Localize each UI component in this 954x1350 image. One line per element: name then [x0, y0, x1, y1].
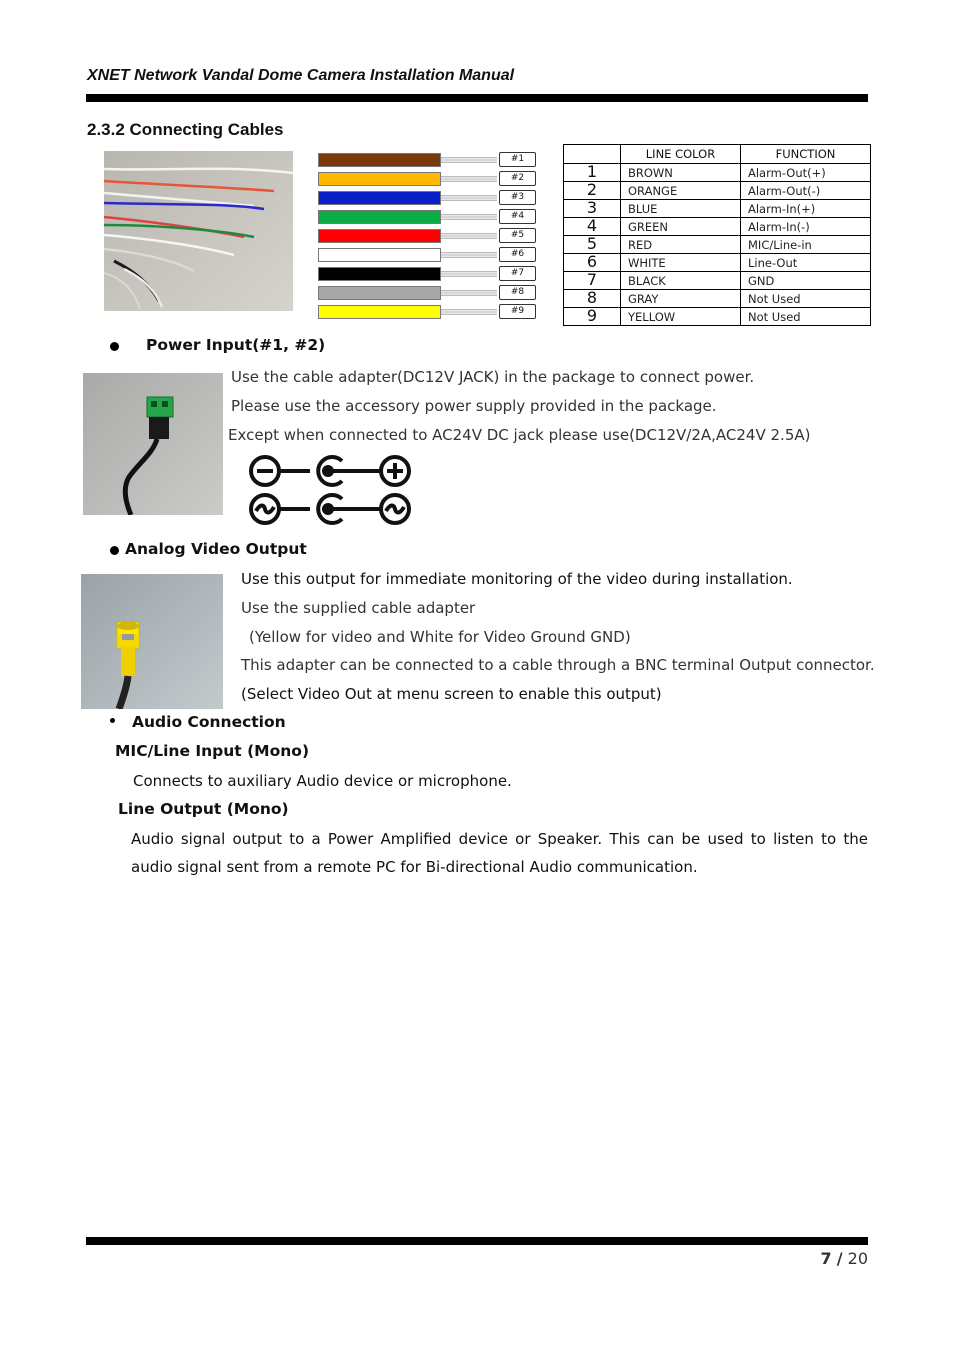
- wire-color-bar: [318, 286, 441, 300]
- table-header-cell: FUNCTION: [741, 145, 871, 164]
- wire-lead: [441, 271, 497, 277]
- wire-color-bar: [318, 191, 441, 205]
- page-separator: /: [836, 1249, 843, 1268]
- page-number: [820, 1249, 868, 1268]
- line-color: BLUE: [621, 200, 741, 218]
- video-text-5: (Select Video Out at menu screen to enable this output): [241, 685, 662, 703]
- wire-color-bar: [318, 305, 441, 319]
- wire-swatch-2: [318, 171, 538, 187]
- wire-color-bar: [318, 172, 441, 186]
- wire-function: Alarm-In(-): [741, 218, 871, 236]
- wire-color-bar: [318, 229, 441, 243]
- wire-number: 5: [564, 236, 621, 254]
- wire-swatch-9: [318, 304, 538, 320]
- power-text-2: Please use the accessory power supply provided in the package.: [231, 397, 717, 415]
- header-rule: [86, 94, 868, 102]
- wire-number: 9: [564, 308, 621, 326]
- wire-tag: #9: [499, 304, 536, 319]
- line-color: ORANGE: [621, 182, 741, 200]
- wire-lead: [441, 252, 497, 258]
- wire-function: Not Used: [741, 290, 871, 308]
- footer-rule: [86, 1237, 868, 1245]
- wire-tag: #7: [499, 266, 536, 281]
- wire-tag: #2: [499, 171, 536, 186]
- power-input-heading: Power Input(#1, #2): [146, 336, 326, 354]
- table-row: [564, 164, 871, 182]
- wire-tag: #3: [499, 190, 536, 205]
- line-color: GRAY: [621, 290, 741, 308]
- wire-tag: #1: [499, 152, 536, 167]
- wire-function: Line-Out: [741, 254, 871, 272]
- table-header-cell: LINE COLOR: [621, 145, 741, 164]
- page-current: 7: [820, 1249, 832, 1268]
- video-adapter-photo: [81, 574, 223, 709]
- wire-color-bar: [318, 210, 441, 224]
- wire-lead: [441, 290, 497, 296]
- line-color: GREEN: [621, 218, 741, 236]
- power-adapter-photo: [83, 373, 223, 515]
- line-output-heading: Line Output (Mono): [118, 800, 289, 818]
- wire-color-bar: [318, 248, 441, 262]
- video-text-4: This adapter can be connected to a cable through a BNC terminal Output connector.: [241, 656, 875, 674]
- wire-function: GND: [741, 272, 871, 290]
- wire-tag: #6: [499, 247, 536, 262]
- wire-swatch-8: [318, 285, 538, 301]
- wire-swatch-5: [318, 228, 538, 244]
- wire-lead: [441, 195, 497, 201]
- table-header-row: [564, 145, 871, 164]
- line-output-text: Audio signal output to a Power Amplified device or Speaker. This can be used to listen to the audio signal sent from a remote PC for Bi-directional Audio communication.: [131, 830, 868, 876]
- wire-number: 3: [564, 200, 621, 218]
- cable-bundle-photo: [104, 151, 293, 311]
- wire-function: MIC/Line-in: [741, 236, 871, 254]
- wire-color-bar: [318, 267, 441, 281]
- line-color: WHITE: [621, 254, 741, 272]
- wire-tag: #5: [499, 228, 536, 243]
- mic-input-heading: MIC/Line Input (Mono): [115, 742, 310, 760]
- bullet-icon: [110, 546, 119, 555]
- wire-swatch-1: [318, 152, 538, 168]
- wire-function: Alarm-Out(+): [741, 164, 871, 182]
- table-row: [564, 308, 871, 326]
- video-text-3: (Yellow for video and White for Video Ground GND): [249, 628, 631, 646]
- line-color: RED: [621, 236, 741, 254]
- audio-heading: Audio Connection: [132, 713, 286, 731]
- page-total: 20: [847, 1249, 868, 1268]
- wire-function: Not Used: [741, 308, 871, 326]
- bullet-icon: [110, 342, 119, 351]
- wire-swatch-3: [318, 190, 538, 206]
- wire-number: 2: [564, 182, 621, 200]
- table-row: [564, 236, 871, 254]
- wire-tag: #4: [499, 209, 536, 224]
- wire-swatch-6: [318, 247, 538, 263]
- document-header-title: XNET Network Vandal Dome Camera Installation Manual: [87, 67, 515, 84]
- wire-function: Alarm-In(+): [741, 200, 871, 218]
- bullet-icon: [110, 718, 115, 723]
- line-color: BROWN: [621, 164, 741, 182]
- table-row: [564, 272, 871, 290]
- wire-color-bar: [318, 153, 441, 167]
- video-text-1: Use this output for immediate monitoring of the video during installation.: [241, 570, 793, 588]
- polarity-diagram: [248, 454, 414, 526]
- line-color: BLACK: [621, 272, 741, 290]
- table-row: [564, 200, 871, 218]
- wire-function: Alarm-Out(-): [741, 182, 871, 200]
- table-header-cell: [564, 145, 621, 164]
- table-row: [564, 290, 871, 308]
- section-title: 2.3.2 Connecting Cables: [87, 120, 284, 139]
- cable-function-table: [563, 144, 871, 326]
- line-color: YELLOW: [621, 308, 741, 326]
- wire-lead: [441, 233, 497, 239]
- wire-number: 8: [564, 290, 621, 308]
- wire-lead: [441, 157, 497, 163]
- wire-lead: [441, 214, 497, 220]
- wire-tag: #8: [499, 285, 536, 300]
- table-row: [564, 182, 871, 200]
- wire-swatch-4: [318, 209, 538, 225]
- wire-number: 4: [564, 218, 621, 236]
- wire-number: 1: [564, 164, 621, 182]
- wire-number: 6: [564, 254, 621, 272]
- wire-lead: [441, 309, 497, 315]
- table-row: [564, 218, 871, 236]
- table-row: [564, 254, 871, 272]
- video-text-2: Use the supplied cable adapter: [241, 599, 476, 617]
- wire-number: 7: [564, 272, 621, 290]
- wire-swatch-7: [318, 266, 538, 282]
- wire-lead: [441, 176, 497, 182]
- power-text-1: Use the cable adapter(DC12V JACK) in the package to connect power.: [231, 368, 755, 386]
- power-text-3: Except when connected to AC24V DC jack please use(DC12V/2A,AC24V 2.5A): [228, 426, 811, 444]
- mic-input-text: Connects to auxiliary Audio device or microphone.: [133, 772, 512, 790]
- analog-video-heading: Analog Video Output: [125, 540, 307, 558]
